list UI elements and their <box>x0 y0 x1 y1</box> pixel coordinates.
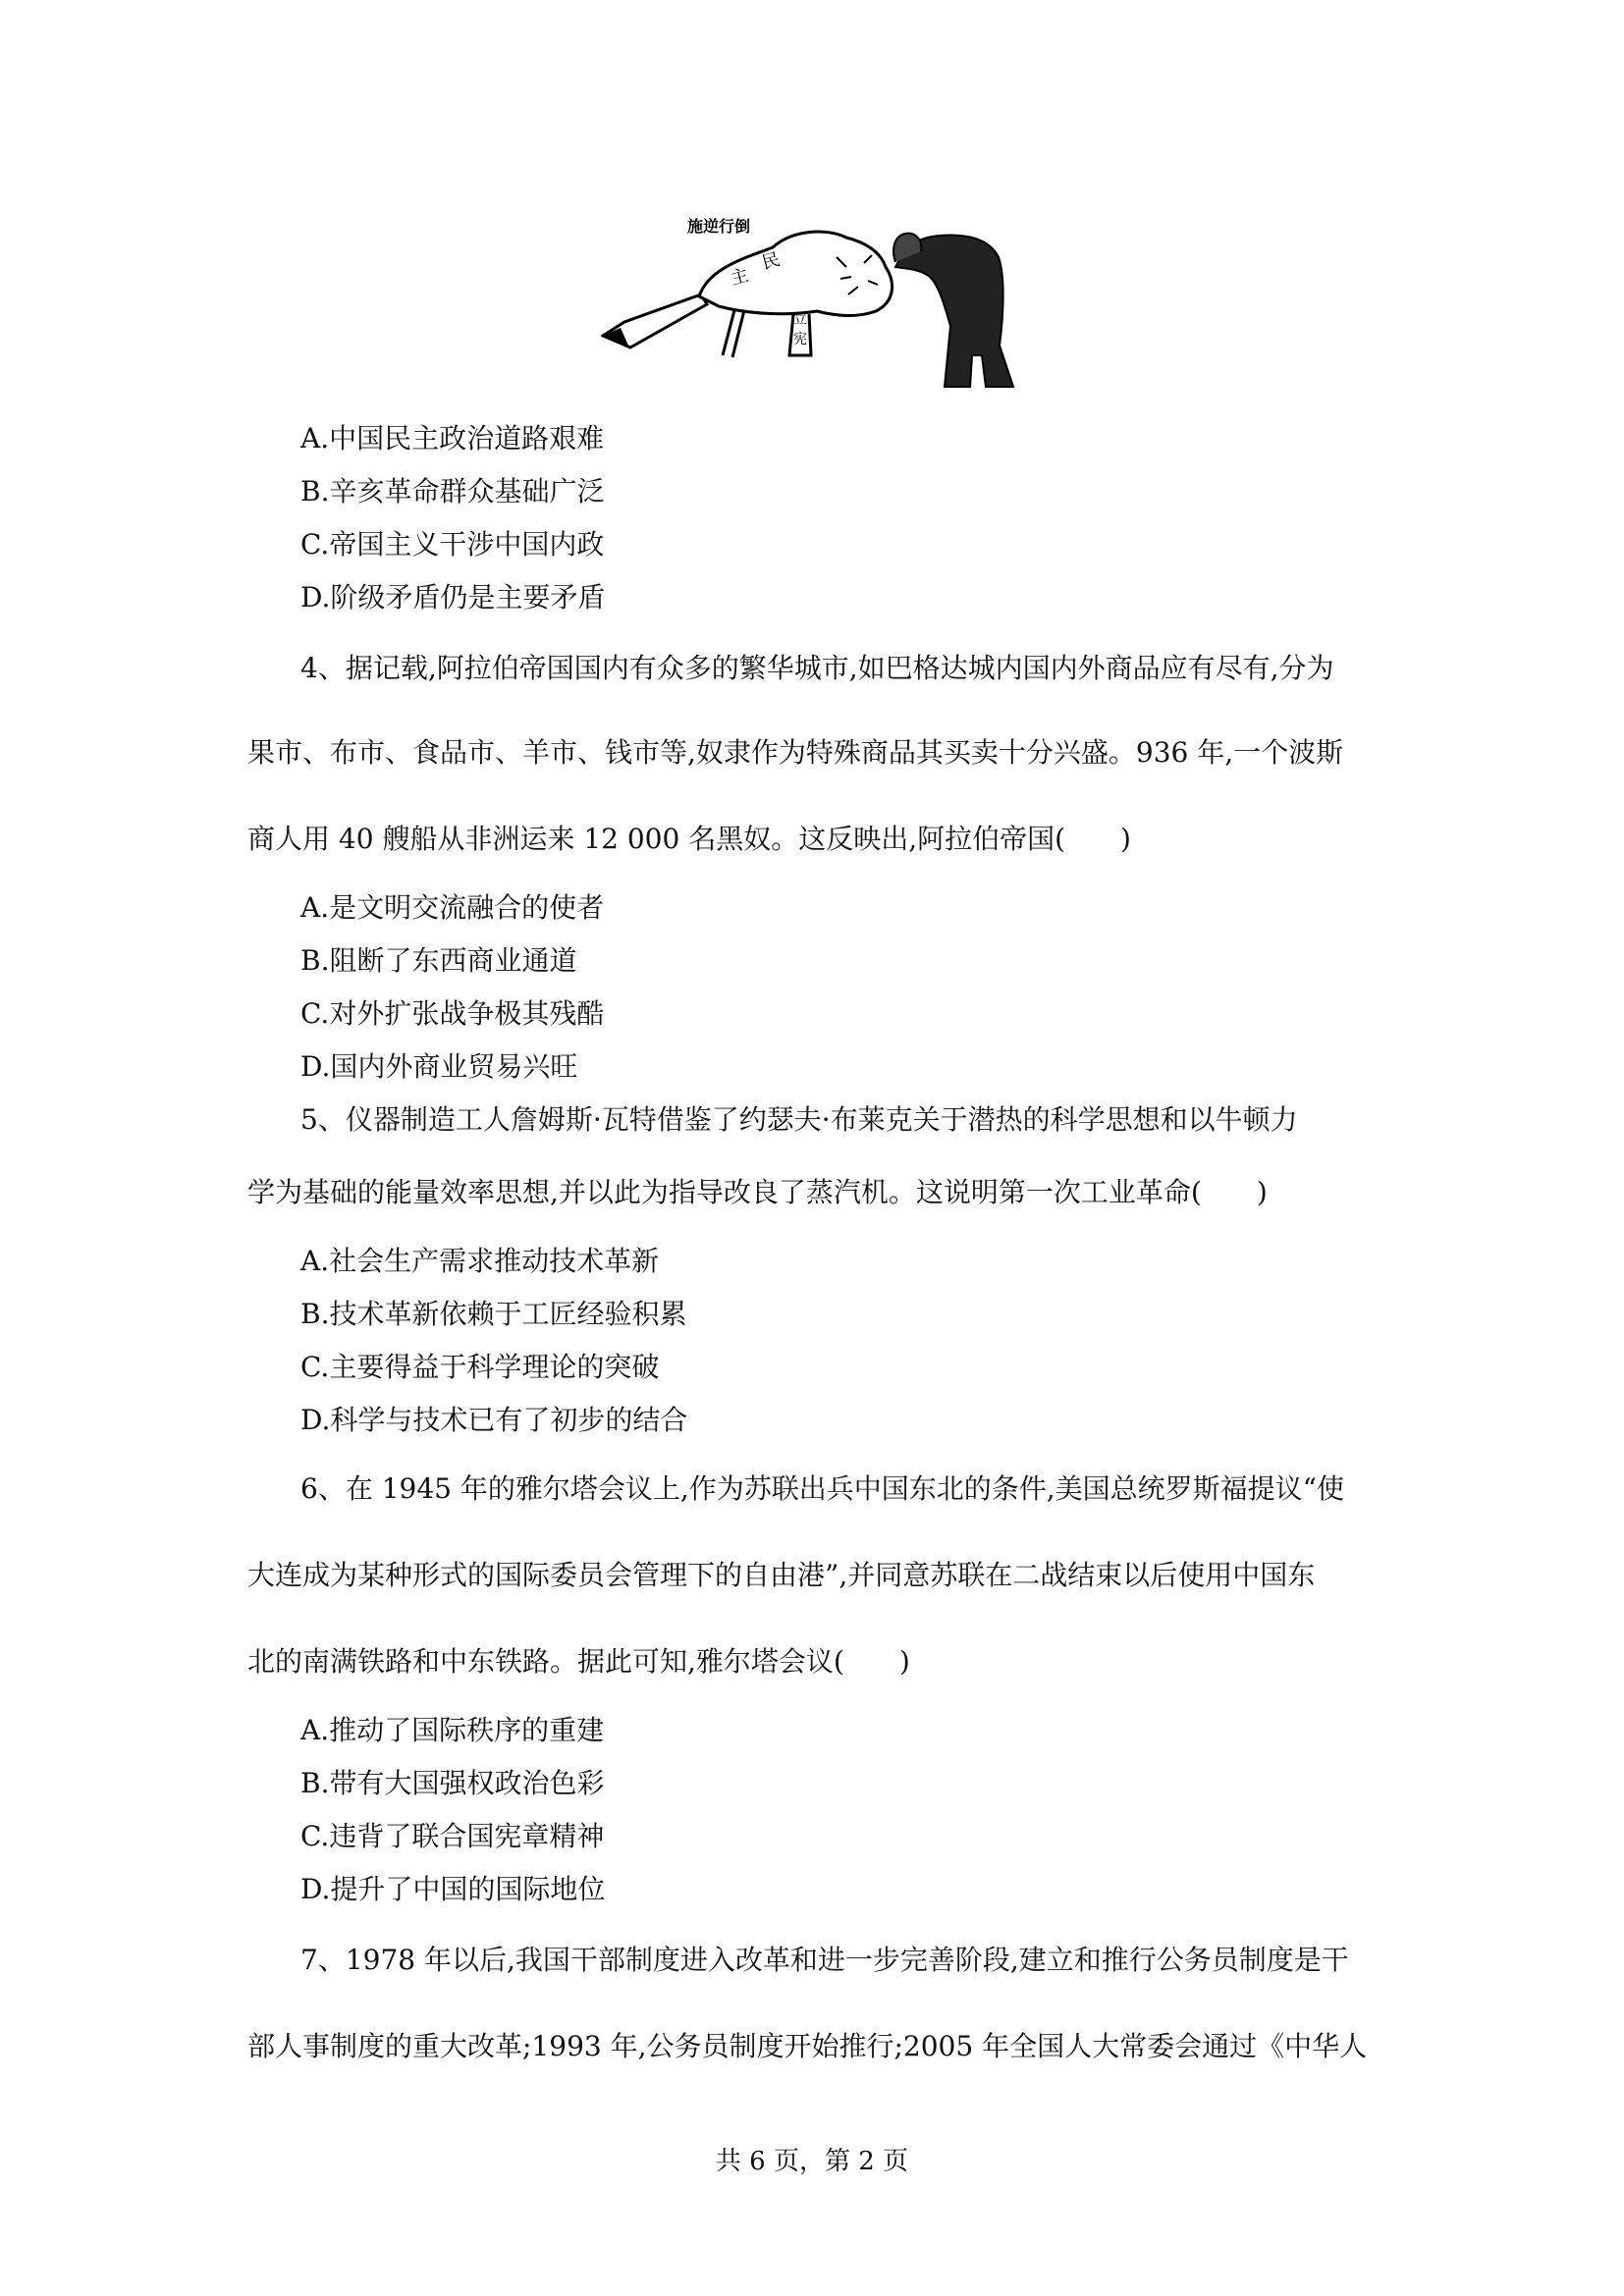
option-6b: B.带有大国强权政治色彩 <box>300 1767 605 1799</box>
option-5b: B.技术革新依赖于工匠经验积累 <box>300 1298 687 1330</box>
cartoon-label: 主 <box>728 264 751 290</box>
cartoon-caption: 施逆行倒 <box>687 217 751 236</box>
question-4-line-1: 4、据记载,阿拉伯帝国国内有众多的繁华城市,如巴格达城内国内外商品应有尽有,分为 <box>300 652 1334 684</box>
cartoon-illustration <box>601 208 1033 395</box>
option-6d: D.提升了中国的国际地位 <box>300 1873 606 1905</box>
question-6-line-1: 6、在 1945 年的雅尔塔会议上,作为苏联出兵中国东北的条件,美国总统罗斯福提议“使 <box>300 1472 1344 1505</box>
option-3c: C.帝国主义干涉中国内政 <box>300 528 605 561</box>
page-footer: 共 6 页，第 2 页 <box>715 2147 909 2176</box>
option-4b: B.阻断了东西商业通道 <box>300 944 577 977</box>
question-5-line-1: 5、仪器制造工人詹姆斯·瓦特借鉴了约瑟夫·布莱克关于潜热的科学思想和以牛顿力 <box>300 1103 1298 1136</box>
question-6-line-2: 大连成为某种形式的国际委员会管理下的自由港”,并同意苏联在二战结束以后使用中国东 <box>247 1559 1316 1591</box>
option-6c: C.违背了联合国宪章精神 <box>300 1820 605 1852</box>
question-4-line-3: 商人用 40 艘船从非洲运来 12 000 名黑奴。这反映出,阿拉伯帝国( ) <box>247 823 1131 855</box>
cloud-shape <box>699 232 893 316</box>
question-6-line-3: 北的南满铁路和中东铁路。据此可知,雅尔塔会议( ) <box>247 1645 910 1678</box>
option-5d: D.科学与技术已有了初步的结合 <box>300 1404 688 1436</box>
option-6a: A.推动了国际秩序的重建 <box>300 1714 605 1746</box>
figure-silhouette <box>895 236 1013 387</box>
option-3d: D.阶级矛盾仍是主要矛盾 <box>300 581 606 614</box>
cartoon-label: 立 <box>793 312 807 328</box>
option-4d: D.国内外商业贸易兴旺 <box>300 1050 578 1083</box>
question-5-line-2: 学为基础的能量效率思想,并以此为指导改良了蒸汽机。这说明第一次工业革命( ) <box>247 1176 1268 1208</box>
question-7-line-2: 部人事制度的重大改革;1993 年,公务员制度开始推行;2005 年全国人大常委会通过《中华人 <box>247 2030 1368 2062</box>
question-4-line-2: 果市、布市、食品市、羊市、钱市等,奴隶作为特殊商品其买卖十分兴盛。936 年,一个波斯 <box>247 736 1344 769</box>
question-7-line-1: 7、1978 年以后,我国干部制度进入改革和进一步完善阶段,建立和推行公务员制度是干 <box>300 1944 1349 1976</box>
option-3a: A.中国民主政治道路艰难 <box>300 422 605 454</box>
option-5a: A.社会生产需求推动技术革新 <box>300 1245 660 1277</box>
cartoon-label: 民 <box>759 248 783 274</box>
option-4a: A.是文明交流融合的使者 <box>300 891 605 924</box>
option-3b: B.辛亥革命群众基础广泛 <box>300 475 605 507</box>
cartoon-label: 宪 <box>793 332 807 347</box>
option-5c: C.主要得益于科学理论的突破 <box>300 1351 660 1383</box>
option-4c: C.对外扩张战争极其残酷 <box>300 997 605 1030</box>
